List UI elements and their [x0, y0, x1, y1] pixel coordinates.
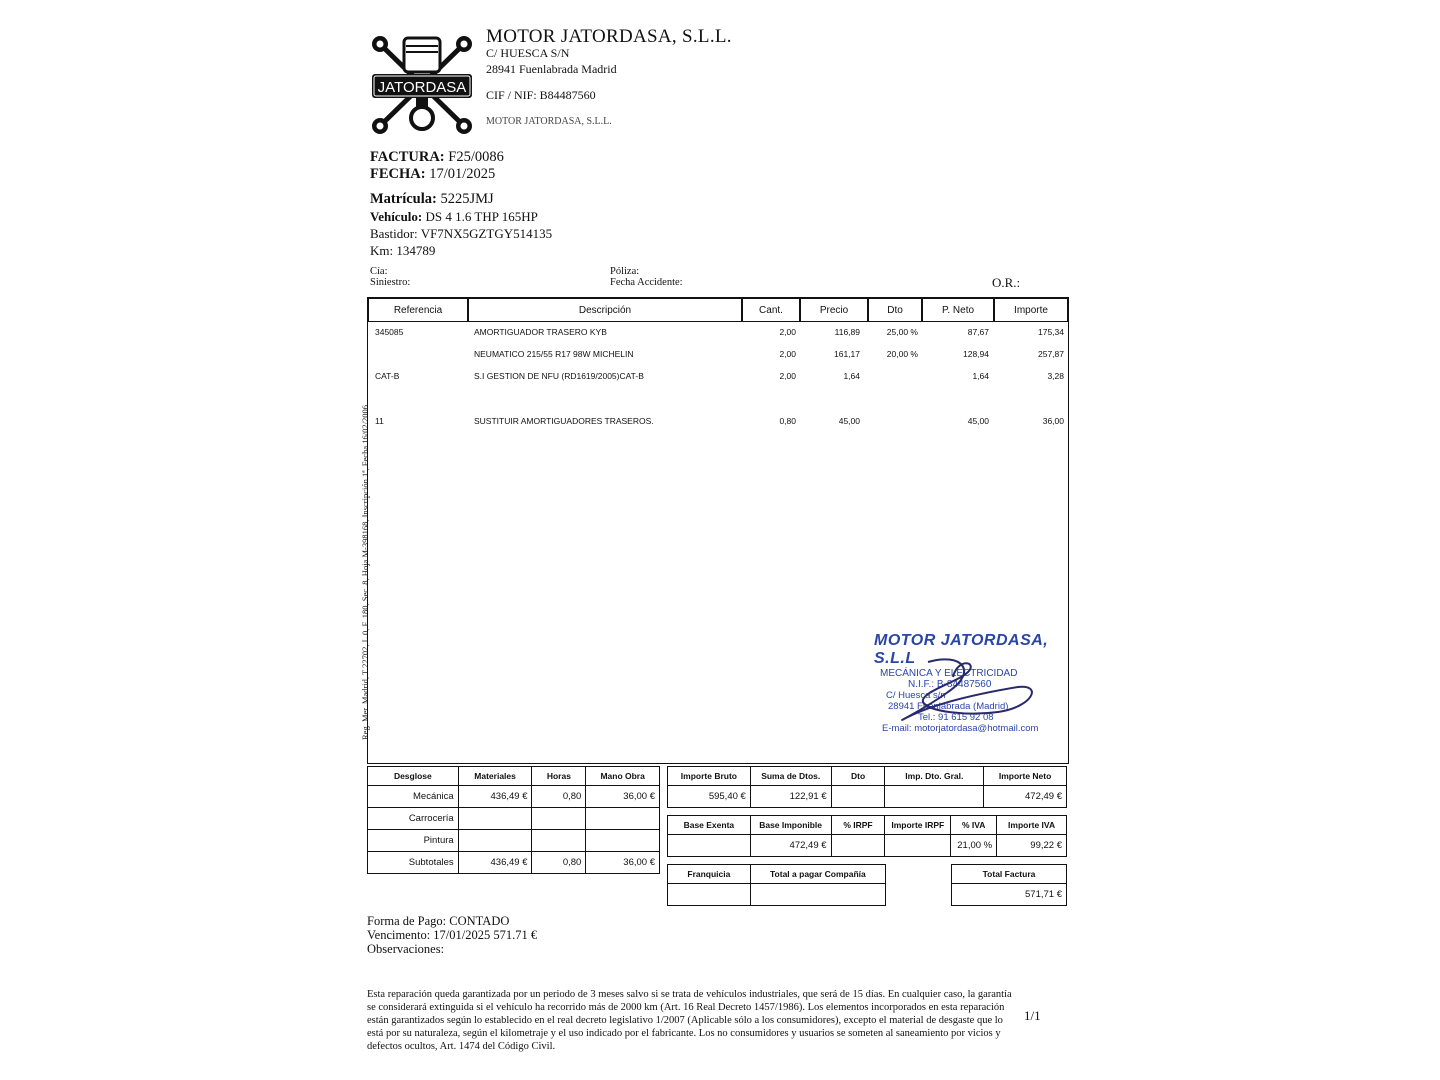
invoice-number: [370, 149, 504, 166]
stamp-line4: C/ Huesca s/n: [886, 690, 946, 701]
row-cant: 2,00: [779, 371, 796, 381]
row-desc: AMORTIGUADOR TRASERO KYB: [474, 327, 607, 337]
table-row: [368, 852, 660, 874]
importe-bruto-value: 595,40 €: [668, 786, 751, 808]
importe-bruto-header: Importe Bruto: [668, 767, 751, 786]
vehiculo-label: Vehículo:: [370, 209, 423, 224]
importe-iva-value: 99,22 €: [997, 835, 1067, 857]
desglose-mano: 36,00 €: [586, 786, 660, 808]
matricula-value: 5225JMJ: [440, 191, 494, 207]
table-row: [368, 786, 660, 808]
row-desc: SUSTITUIR AMORTIGUADORES TRASEROS.: [474, 416, 654, 426]
row-desc: S.I GESTION DE NFU (RD1619/2005)CAT-B: [474, 371, 644, 381]
materiales-header: Materiales: [458, 767, 532, 786]
row-ref: CAT-B: [375, 371, 400, 381]
company-line5: MOTOR JATORDASA, S.L.L.: [486, 116, 612, 127]
row-importe: 175,34: [1038, 327, 1064, 337]
totals-iva-table: [667, 815, 1067, 857]
total-factura-value: 571,71 €: [952, 884, 1067, 906]
matricula-label: Matrícula:: [370, 191, 437, 207]
suma-dtos-header: Suma de Dtos.: [750, 767, 831, 786]
base-imponible-header: Base Imponible: [750, 816, 831, 835]
desglose-materiales: [458, 830, 532, 852]
factura-value: F25/0086: [448, 149, 504, 165]
logo-text: JATORDASA: [377, 79, 467, 96]
header-dto: Dto: [868, 298, 922, 322]
bastidor: [370, 226, 552, 242]
total-factura-table: [951, 864, 1067, 906]
row-cant: 2,00: [779, 327, 796, 337]
matricula: [370, 191, 494, 208]
row-ref: 11: [375, 416, 384, 426]
importe-irpf-value: [885, 835, 951, 857]
base-exenta-header: Base Exenta: [668, 816, 751, 835]
desglose-label: Mecánica: [368, 786, 459, 808]
table-row: [668, 786, 1067, 808]
row-dto: 25,00 %: [886, 327, 918, 337]
header-pneto: P. Neto: [922, 298, 994, 322]
iva-pct-header: % IVA: [951, 816, 997, 835]
suma-dtos-value: 122,91 €: [750, 786, 831, 808]
row-precio: 45,00: [838, 416, 860, 426]
vehiculo: [370, 209, 538, 225]
poliza-label: Póliza:: [610, 266, 640, 277]
fecha-value: 17/01/2025: [429, 166, 496, 182]
cia-label: Cía:: [370, 266, 388, 277]
desglose-mano: [586, 830, 660, 852]
vencimiento: Vencimento: 17/01/2025 571.71 €: [367, 928, 538, 942]
table-row: [368, 808, 660, 830]
franquicia-header: Franquicia: [668, 865, 751, 884]
irpf-pct-header: % IRPF: [831, 816, 885, 835]
warranty-text: Esta reparación queda garantizada por un periodo de 3 meses salvo si se trata de vehículos industriales, que será de 15 días. En cualquier caso, la garantía se considerará extinguida si el vehículo ha recorrido más de 2000 km (Art. 16 Real Decreto 1457/1986). Los elementos incorporados en esta reparación están garantizados según lo establecido en el real decreto legislativo 1/2007 (Aplicable sólo a los consumidores), excepto el material de desgaste que lo está por su naturaleza, según el kilometraje y el uso indicado por el fabricante. Los no consumidores y usuarios se someten al saneamiento por vicios y defectos ocultos, Art. 1474 del Código Civil.: [367, 989, 1012, 1052]
desglose-header: Desglose: [368, 767, 459, 786]
header-precio: Precio: [800, 298, 868, 322]
page-number: 1/1: [1024, 1008, 1041, 1023]
stamp-line5: 28941 Fuenlabrada (Madrid): [888, 701, 1009, 712]
bastidor-label: Bastidor:: [370, 226, 418, 241]
row-precio: 116,89: [834, 327, 860, 337]
row-importe: 3,28: [1047, 371, 1064, 381]
mano-obra-header: Mano Obra: [586, 767, 660, 786]
dto-header: Dto: [831, 767, 885, 786]
factura-label: FACTURA:: [370, 149, 445, 165]
desglose-horas: 0,80: [532, 786, 586, 808]
table-row: [668, 884, 886, 906]
registry-text: Reg. Mer. Madrid, T 22702, L.0, F. 180, Sec. 8, Hoja M-398168, Inscripción 1ª, Fecha 16/02/2006: [360, 405, 370, 740]
desglose-mano: [586, 808, 660, 830]
km: [370, 243, 435, 259]
signature-icon: [868, 632, 1058, 742]
header-referencia: Referencia: [368, 298, 468, 322]
importe-neto-header: Importe Neto: [984, 767, 1067, 786]
desglose-materiales: 436,49 €: [458, 852, 532, 874]
importe-neto-value: 472,49 €: [984, 786, 1067, 808]
desglose-horas: [532, 830, 586, 852]
horas-header: Horas: [532, 767, 586, 786]
desglose-horas: 0,80: [532, 852, 586, 874]
stamp-line3: N.I.F.: B-84487560: [908, 679, 992, 690]
forma-pago: Forma de Pago: CONTADO: [367, 914, 510, 928]
desglose-table: [367, 766, 660, 874]
dto-value: [831, 786, 885, 808]
desglose-materiales: 436,49 €: [458, 786, 532, 808]
bastidor-value: VF7NX5GZTGY514135: [420, 226, 553, 241]
or-label: O.R.:: [992, 275, 1021, 290]
header-descripcion: Descripción: [468, 298, 742, 322]
desglose-mano: 36,00 €: [586, 852, 660, 874]
piston-wrench-logo-icon: [368, 34, 476, 136]
base-imponible-value: 472,49 €: [750, 835, 831, 857]
row-importe: 36,00: [1042, 416, 1064, 426]
row-neto: 45,00: [967, 416, 989, 426]
imp-dto-gral-value: [885, 786, 984, 808]
totals-bruto-table: [667, 766, 1067, 808]
row-precio: 1,64: [843, 371, 860, 381]
company-logo: [368, 34, 476, 136]
company-name: MOTOR JATORDASA, S.L.L.: [486, 26, 732, 47]
vehiculo-value: DS 4 1.6 THP 165HP: [425, 209, 538, 224]
siniestro-label: Siniestro:: [370, 277, 411, 288]
invoice-date: [370, 166, 495, 183]
row-neto: 87,67: [967, 327, 989, 337]
row-desc: NEUMATICO 215/55 R17 98W MICHELIN: [474, 349, 634, 359]
header-importe: Importe: [994, 298, 1068, 322]
row-importe: 257,87: [1038, 349, 1064, 359]
stamp-line6: Tel.: 91 615 92 08: [918, 712, 994, 723]
header-cant: Cant.: [742, 298, 800, 322]
company-stamp: [868, 632, 1058, 742]
stamp-line7: E-mail: motorjatordasa@hotmail.com: [882, 723, 1039, 734]
company-address-line1: C/ HUESCA S/N: [486, 46, 570, 60]
stamp-line2: MECÁNICA Y ELECTRICIDAD: [880, 668, 1018, 679]
row-neto: 128,94: [963, 349, 989, 359]
company-address-line2: 28941 Fuenlabrada Madrid: [486, 62, 617, 76]
desglose-label: Subtotales: [368, 852, 459, 874]
desglose-materiales: [458, 808, 532, 830]
irpf-pct-value: [831, 835, 885, 857]
franquicia-table: [667, 864, 886, 906]
km-label: Km:: [370, 243, 394, 258]
base-exenta-value: [668, 835, 751, 857]
row-cant: 0,80: [779, 416, 796, 426]
company-cif: CIF / NIF: B84487560: [486, 88, 596, 102]
stamp-line1: MOTOR JATORDASA, S.L.L: [874, 632, 1049, 667]
row-cant: 2,00: [779, 349, 796, 359]
row-precio: 161,17: [834, 349, 860, 359]
iva-pct-value: 21,00 %: [951, 835, 997, 857]
row-dto: 20,00 %: [886, 349, 918, 359]
total-compania-header: Total a pagar Compañía: [750, 865, 885, 884]
imp-dto-gral-header: Imp. Dto. Gral.: [885, 767, 984, 786]
km-value: 134789: [396, 243, 436, 258]
desglose-label: Pintura: [368, 830, 459, 852]
table-row: [668, 835, 1067, 857]
fecha-label: FECHA:: [370, 166, 426, 182]
fecha-accidente-label: Fecha Accidente:: [610, 277, 683, 288]
total-compania-value: [750, 884, 885, 906]
desglose-label: Carrocería: [368, 808, 459, 830]
total-factura-header: Total Factura: [952, 865, 1067, 884]
desglose-horas: [532, 808, 586, 830]
row-ref: 345085: [375, 327, 404, 337]
registry-note: [352, 360, 368, 745]
franquicia-value: [668, 884, 751, 906]
importe-irpf-header: Importe IRPF: [885, 816, 951, 835]
importe-iva-header: Importe IVA: [997, 816, 1067, 835]
observaciones: Observaciones:: [367, 942, 445, 956]
row-neto: 1,64: [972, 371, 989, 381]
table-row: [368, 830, 660, 852]
